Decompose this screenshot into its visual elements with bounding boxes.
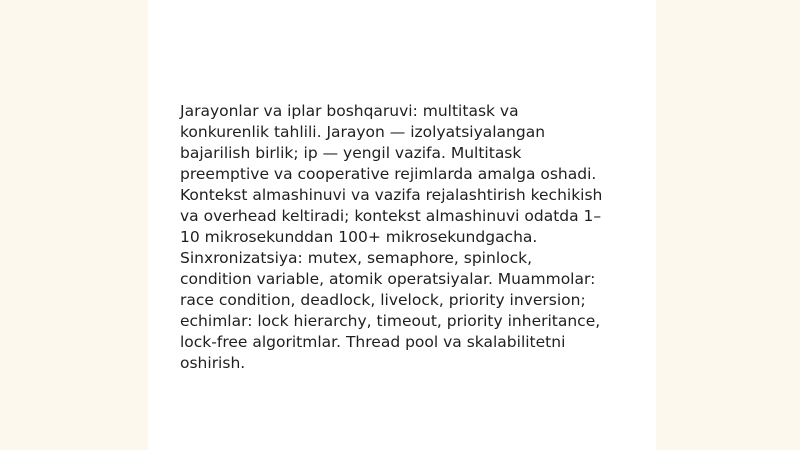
text-line: oshirish. (180, 354, 246, 372)
text-line: va overhead keltiradi; kontekst almashinuvi odatda 1– (180, 207, 602, 225)
text-line: Sinxronizatsiya: mutex, semaphore, spinlock, (180, 249, 533, 267)
text-line: Jarayonlar va iplar boshqaruvi: multitask va (180, 102, 519, 120)
body-paragraph (180, 101, 640, 374)
text-line: Kontekst almashinuvi va vazifa rejalashtirish kechikish (180, 186, 603, 204)
text-line: bajarilish birlik; ip — yengil vazifa. Multitask (180, 144, 522, 162)
text-line: konkurenlik tahlili. Jarayon — izolyatsiyalangan (180, 123, 546, 141)
text-line: preemptive va cooperative rejimlarda amalga oshadi. (180, 165, 597, 183)
text-line: race condition, deadlock, livelock, priority inversion; (180, 291, 586, 309)
text-line: 10 mikrosekunddan 100+ mikrosekundgacha. (180, 228, 538, 246)
document-page (148, 0, 656, 450)
text-line: condition variable, atomik operatsiyalar. Muammolar: (180, 270, 596, 288)
text-line: echimlar: lock hierarchy, timeout, priority inheritance, (180, 312, 601, 330)
text-line: lock-free algoritmlar. Thread pool va skalabilitetni (180, 333, 566, 351)
